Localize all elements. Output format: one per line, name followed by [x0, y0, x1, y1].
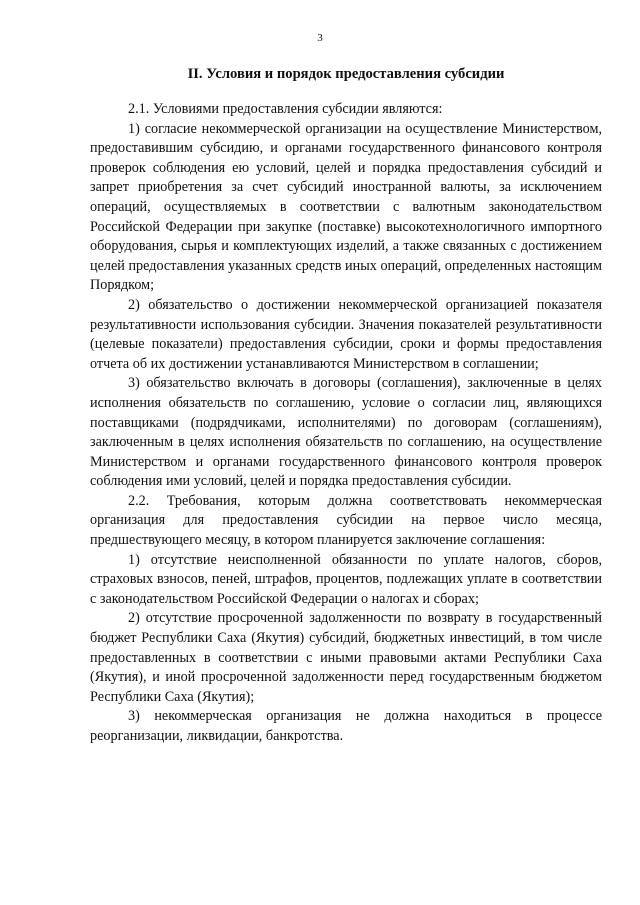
document-body	[90, 100, 602, 747]
paragraph-2-2-intro: 2.2. Требования, которым должна соответствовать некоммерческая организация для предоставления субсидии на первое число месяца, предшествующего месяцу, в котором планируется заключение соглашения:	[90, 492, 602, 549]
paragraph-2-2-item-1: 1) отсутствие неисполненной обязанности по уплате налогов, сборов, страховых взносов, пеней, штрафов, процентов, подлежащих уплате в соответствии с законодательством Российской Федерации о налогах и сборах;	[90, 551, 602, 607]
paragraph-2-2-item-3: 3) некоммерческая организация не должна находиться в процессе реорганизации, ликвидации, банкротства.	[90, 708, 602, 744]
paragraph-2-2-item-2: 2) отсутствие просроченной задолженности по возврату в государственный бюджет Республики Саха (Якутия) субсидий, бюджетных инвестиций, в том числе предоставленных в соответствии с иными правовыми актами Республики Саха (Якутия), и иной просроченной задолженности перед государственным бюджетом Республики Саха (Якутия);	[90, 610, 602, 705]
paragraph-2-1-intro: 2.1. Условиями предоставления субсидии являются:	[128, 101, 443, 117]
paragraph-2-1-item-3: 3) обязательство включать в договоры (соглашения), заключенные в целях исполнения обязательств по соглашению, условие о согласии лиц, являющихся поставщиками (подрядчиками, исполнителями) по договорам (соглашениям), заключенным в целях исполнения обязательств по соглашению, на осуществление Министерством и органами государственного финансового контроля проверок соблюдения ими условий, целей и порядка предоставления субсидии.	[90, 375, 602, 490]
section-title: II. Условия и порядок предоставления субсидии	[187, 66, 505, 82]
page-number: 3	[317, 32, 323, 44]
paragraph-2-1-item-2: 2) обязательство о достижении некоммерческой организацией показателя результативности использования субсидии. Значения показателей результативности (целевые показатели) предоставления субсидии, сроки и формы предоставления отчета об их достижении устанавливаются Министерством в соглашении;	[90, 296, 602, 372]
paragraph-2-1-item-1: 1) согласие некоммерческой организации на осуществление Министерством, предоставившим субсидию, и органами государственного финансового контроля проверок соблюдения ею условий, целей и порядка предоставления субсидий и запрет приобретения за счет субсидий иностранной валюты, за исключением операций, осуществляемых в соответствии с валютным законодательством Российской Федерации при закупке (поставке) высокотехнологичного импортного оборудования, сырья и комплектующих изделий, а также связанных с достижением целей предоставления указанных средств иных операций, определенных настоящим Порядком;	[90, 120, 602, 294]
